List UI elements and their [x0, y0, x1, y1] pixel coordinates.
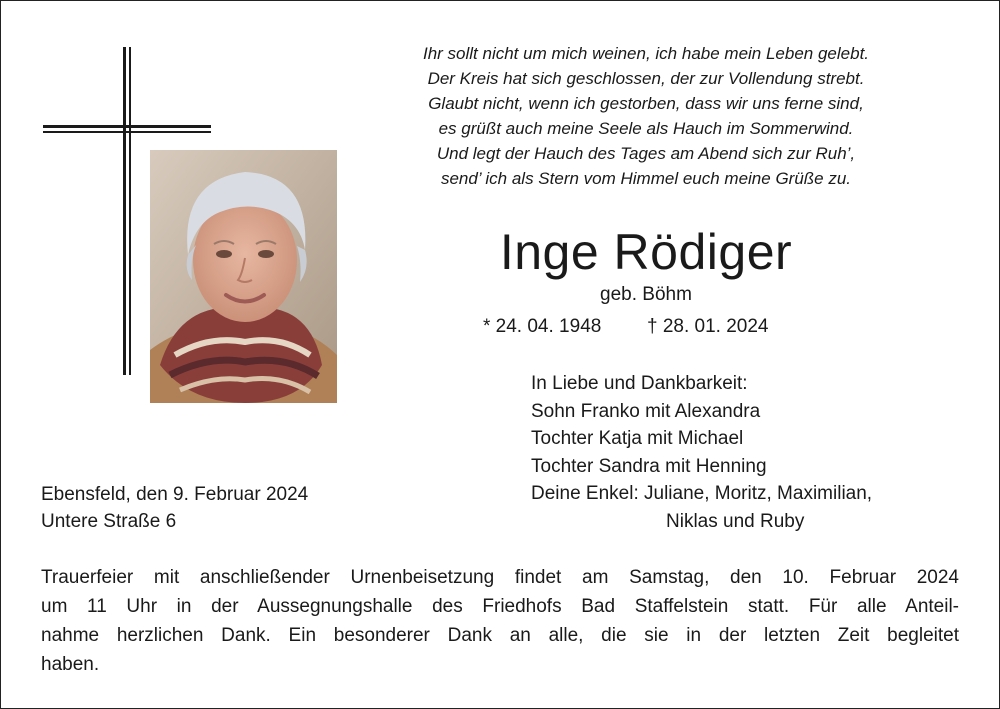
poem-line: Glaubt nicht, wenn ich gestorben, dass wir uns ferne sind,: [428, 94, 864, 113]
address-line: Untere Straße 6: [41, 511, 177, 532]
birth-date: * 24. 04. 1948: [483, 316, 602, 337]
mourners-line: Niklas und Ruby: [666, 510, 805, 532]
date-line: Ebensfeld, den 9. Februar 2024: [41, 484, 309, 505]
poem-line: es grüßt auch meine Seele als Hauch im Sommerwind.: [438, 119, 854, 138]
mourners-line: Tochter Katja mit Michael: [531, 428, 744, 449]
mourners-list: [531, 370, 872, 535]
notice-line: haben.: [41, 654, 100, 675]
memorial-poem: [341, 41, 951, 191]
mourners-line: Tochter Sandra mit Henning: [531, 455, 767, 477]
cross-horizontal-bar-inner: [43, 131, 211, 133]
poem-line: Und legt der Hauch des Tages am Abend sich zur Ruh’,: [436, 144, 856, 163]
poem-line: Der Kreis hat sich geschlossen, der zur Vollendung strebt.: [427, 69, 865, 88]
birth-name: geb. Böhm: [600, 284, 692, 305]
place-and-date: [41, 481, 308, 535]
mourners-line: In Liebe und Dankbarkeit:: [531, 373, 748, 394]
notice-line: Trauerfeier mit anschließender Urnenbeisetzung findet am Samstag, den 10. Februar 2024: [41, 567, 959, 588]
poem-line: Ihr sollt nicht um mich weinen, ich habe mein Leben gelebt.: [422, 44, 870, 63]
notice-line: um 11 Uhr in der Aussegnungshalle des Friedhofs Bad Staffelstein statt. Für alle Anteil-: [41, 596, 959, 617]
cross-horizontal-bar: [43, 125, 211, 128]
cross-vertical-bar-inner: [129, 47, 131, 375]
portrait-photo: [150, 150, 337, 403]
mourners-line: Sohn Franko mit Alexandra: [531, 400, 761, 422]
mourners-line: Deine Enkel: Juliane, Moritz, Maximilian,: [531, 483, 873, 504]
poem-line: send’ ich als Stern vom Himmel euch meine Grüße zu.: [440, 169, 852, 188]
cross-vertical-bar: [123, 47, 126, 375]
death-date: † 28. 01. 2024: [647, 316, 769, 337]
funeral-notice: [41, 563, 959, 679]
notice-line: nahme herzlichen Dank. Ein besonderer Dank an alle, die sie in der letzten Zeit begleitet: [41, 625, 959, 646]
deceased-name: Inge Rödiger: [499, 224, 793, 280]
